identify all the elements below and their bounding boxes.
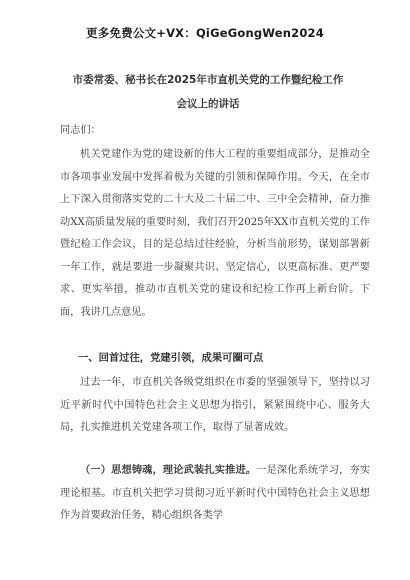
salutation: 同志们： (60, 125, 101, 136)
paragraph-intro: 机关党建作为党的建设新的伟大工程的重要组成部分，是推动全市各项事业发展中发挥着极为关键的引领和保障作用。今天，在全市上下深入贯彻落实党的二十大及二十届二中、三中全会精神，奋力推动XX高质量发展的重要时刻，我们召开2025年XX市直机关党的工作暨纪检工作会议，目的是总结过往经验，分析当前形势，谋划部署新一年工作，就是要进一步凝聚共识、坚定信心，以更高标准、更严要求、更实举措，推动市直机关党的建设和纪检工作再上新台阶。下面，我讲几点意见。 (60, 149, 370, 318)
title-line-2: 会议上的讲话 (176, 98, 240, 110)
subheading-1: （一）思想铸魂，理论武装扎实推进。 (80, 465, 257, 476)
document-title (50, 68, 366, 116)
paragraph-review: 过去一年，市直机关各级党组织在市委的坚强领导下，坚持以习近平新时代中国特色社会主义思想为指引，紧紧围绕中心、服务大局，扎实推进机关党建各项工作，取得了显著成效。 (60, 377, 370, 433)
title-line-1: 市委常委、秘书长在2025年市直机关党的工作暨纪检工作 (72, 74, 344, 86)
section-heading-1: 一、回首过往，党建引领，成果可圈可点 (78, 352, 264, 364)
paragraph-subsection-1 (60, 460, 370, 528)
paragraph-subsection-1-text: 一是深化系统学习，夯实理论根基。市直机关把学习贯彻习近平新时代中国特色社会主义思想作为首要政治任务，精心组织各类学 (60, 465, 371, 521)
header-watermark: 更多免费公文+VX：QiGeGongWen2024 (86, 26, 324, 40)
